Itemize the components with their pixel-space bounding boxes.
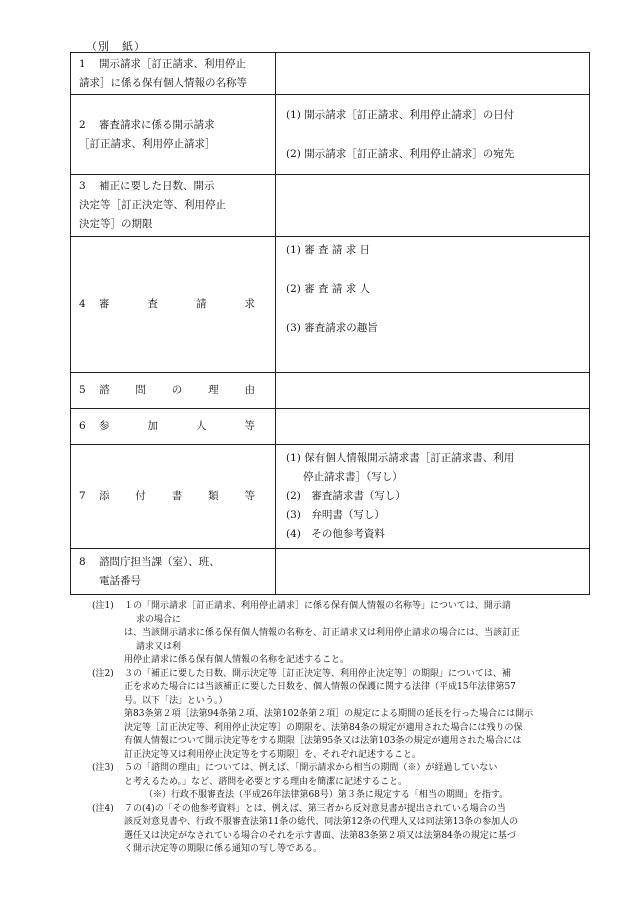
- row-4-value: (1) 審 査 請 求 日 (2) 審 査 請 求 人 (3) 審査請求の趣旨: [276, 237, 590, 373]
- row-7-label: 7 添 付 書 類 等: [71, 445, 276, 549]
- row-6-value: [276, 409, 590, 445]
- table-row: [71, 53, 590, 95]
- row-3-label: 3 補正に要した日数、開示 決定等［訂正決定等、利用停止 決定等］の期限: [71, 175, 276, 237]
- table-row: [71, 95, 590, 175]
- table-row: [71, 175, 590, 237]
- referral-form-table: [70, 52, 590, 595]
- table-row: [71, 409, 590, 445]
- row-3-value: [276, 175, 590, 237]
- row-4-label: 4 審 査 請 求: [71, 237, 276, 373]
- note-3: (注3) ５の「諮問の理由」については、例えば、「開示請求から相当の期間（※）が経過していない と考えるため。」など、諮問を必要とする理由を簡潔に記述すること。 （※）行政不服審査法（平成26年法律第68号）第３条に規定する「相当の期間」を指す。: [92, 763, 509, 800]
- row-8-label: 8 諮問庁担当課（室）、班、 電話番号: [71, 549, 276, 595]
- row-7-value: (1) 保有個人情報開示請求書［訂正請求書、利用 停止請求書］（写し） (2) 審査請求書（写し） (3) 弁明書（写し） (4) その他参考資料: [276, 445, 590, 549]
- row-1-value: [276, 53, 590, 95]
- notes-section: [92, 600, 558, 857]
- table-row: [71, 237, 590, 373]
- note-4: (注4) ７の(4)の「その他参考資料」とは、例えば、第三者から反対意見書が提出されている場合の当 該反対意見書や、行政不服審査法第11条の総代、同法第12条の代理人又は同法第13条の参加人の 選任又は決定がなされている場合のそれを示す書面、法第83条第２項又は法第84条の規定に基づ く開示決定等の期限に係る通知の写し等である。: [92, 803, 519, 854]
- row-8-value: [276, 549, 590, 595]
- row-5-label: 5 諮 問 の 理 由: [71, 373, 276, 409]
- row-5-value: [276, 373, 590, 409]
- note-1: (注1) １の「開示請求［訂正請求、利用停止請求］に係る保有個人情報の名称等」については、開示請 求の場合に は、当該開示請求に係る保有個人情報の名称を、訂正請求又は利用停止請求の場合には、当該訂正 請求又は利 用停止請求に係る保有個人情報の名称を記述すること。: [92, 601, 521, 665]
- row-1-label: 1 開示請求［訂正請求、利用停止 請求］に係る保有個人情報の名称等: [71, 53, 276, 95]
- attachment-label: （別 紙）: [86, 40, 146, 53]
- note-2: (注2) ３の「補正に要した日数、開示決定等［訂正決定等、利用停止決定等］の期限」については、補 正を求めた場合には当該補正に要した日数を、個人情報の保護に関する法律（平成15年法律第57 号。以下「法」という。） 第83条第２項［法第94条第２項、法第102条第２項］の規定による期間の延長を行った場合には開示 決定等［訂正決定等、利用停止決定等］の期限を、法第84条の規定が適用された場合には残りの保 有個人情報について開示決定等をする期限［法第95条又は法第103条の規定が適用された場合には 訂正決定等又は利用停止決定等をする期限］を、それぞれ記述すること。: [92, 668, 534, 760]
- table-row: [71, 445, 590, 549]
- row-2-label: 2 審査請求に係る開示請求 ［訂正請求、利用停止請求］: [71, 95, 276, 175]
- row-2-value: (1) 開示請求［訂正請求、利用停止請求］の日付 (2) 開示請求［訂正請求、利用停止請求］の宛先: [276, 95, 590, 175]
- row-6-label: 6 参 加 人 等: [71, 409, 276, 445]
- table-row: [71, 549, 590, 595]
- table-row: [71, 373, 590, 409]
